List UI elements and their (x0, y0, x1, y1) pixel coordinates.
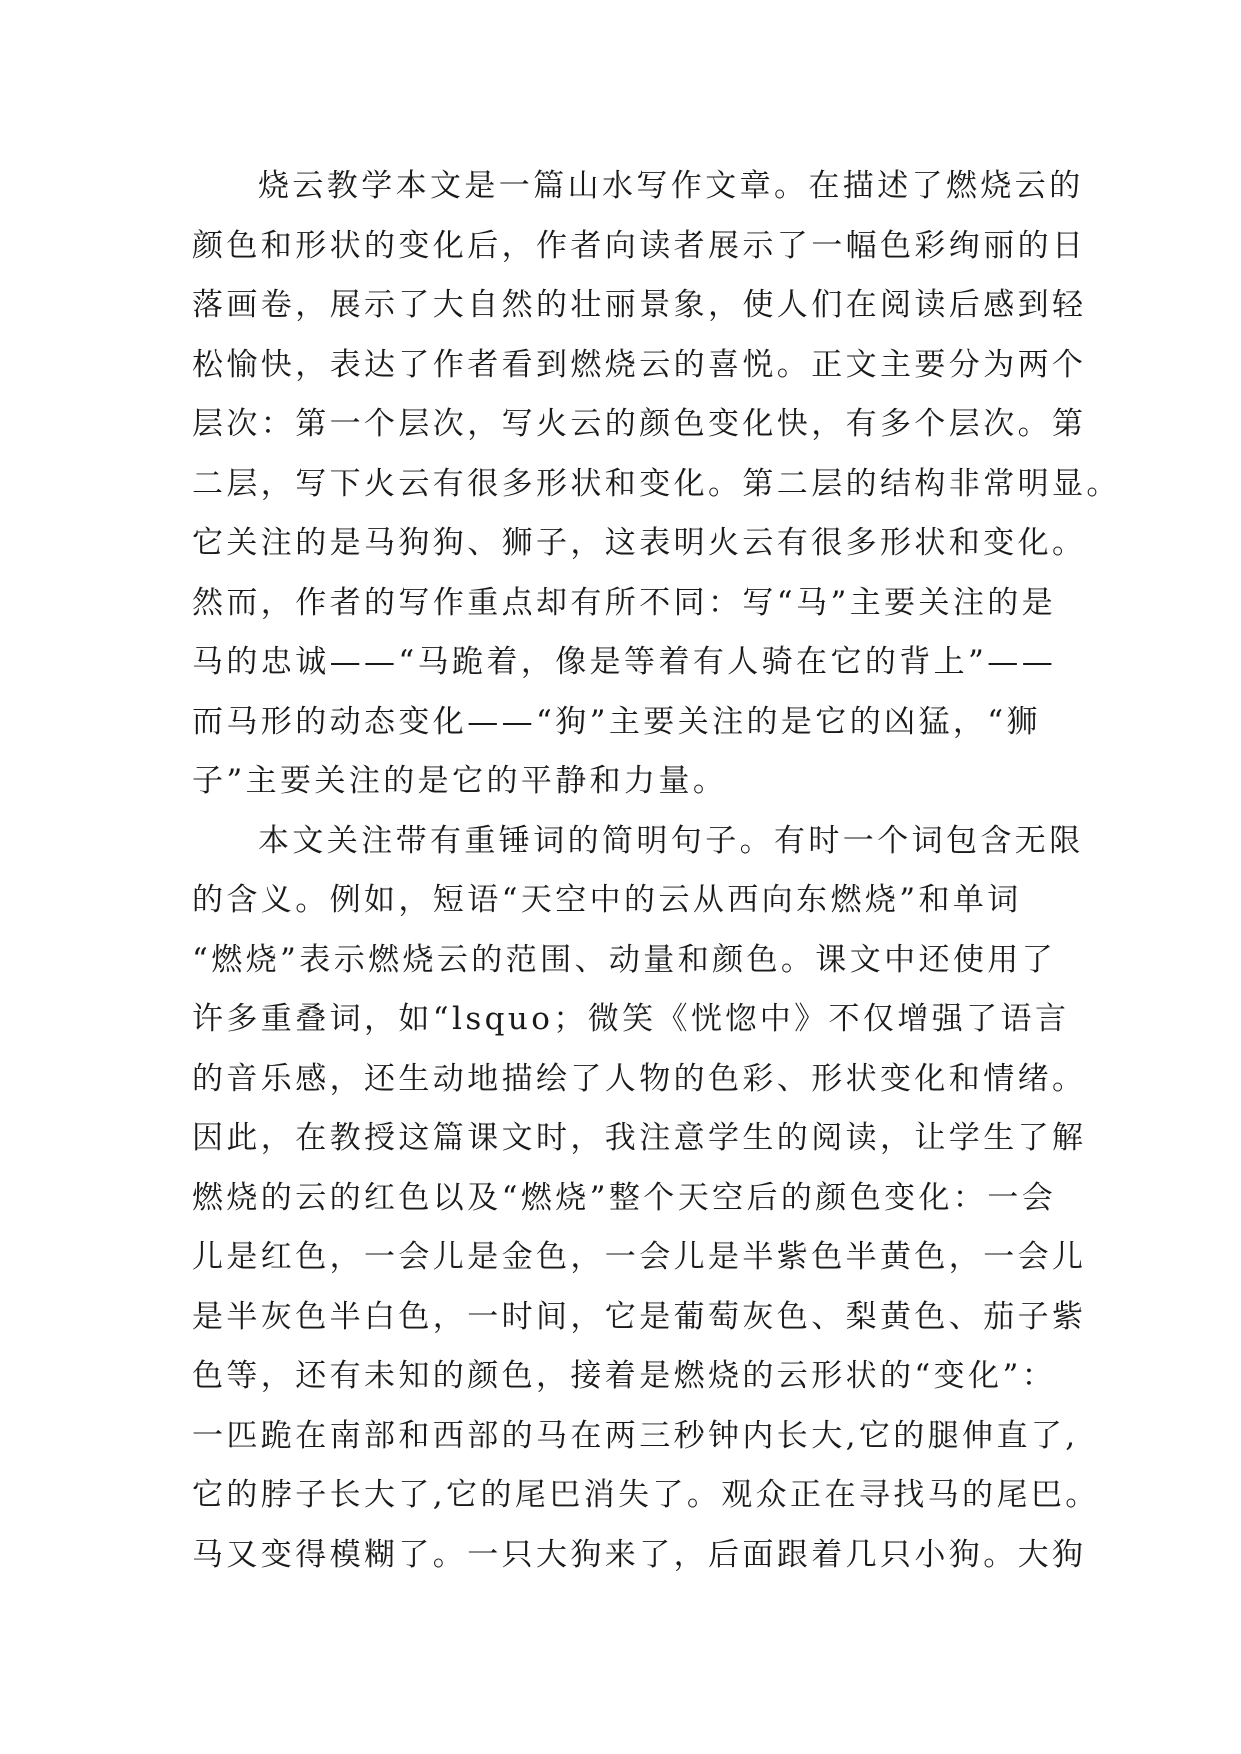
paragraph-1 (192, 157, 1121, 812)
text-line: 烧云教学本文是一篇山水写作文章。在描述了燃烧云的 (258, 168, 1084, 204)
text-line: 松愉快，表达了作者看到燃烧云的喜悦。正文主要分为两个 (192, 346, 1087, 383)
text-line: 然而，作者的写作重点却有所不同：写“马”主要关注的是 (192, 584, 1057, 621)
text-line: 而马形的动态变化——“狗”主要关注的是它的凶猛，“狮 (192, 703, 1041, 740)
text-line: 子”主要关注的是它的平静和力量。 (192, 763, 728, 799)
text-line: 落画卷，展示了大自然的壮丽景象，使人们在阅读后感到轻 (192, 287, 1087, 323)
text-line: 层次：第一个层次，写火云的颜色变化快，有多个层次。第 (192, 406, 1087, 442)
text-line: 一匹跪在南部和西部的马在两三秒钟内长大,它的腿伸直了, (192, 1417, 1079, 1454)
text-line: 许多重叠词，如“lsquo；微笑《恍惚中》不仅增强了语言 (192, 1001, 1070, 1037)
text-line: “燃烧”表示燃烧云的范围、动量和颜色。课文中还使用了 (192, 941, 1057, 978)
text-line: 它的脖子长大了,它的尾巴消失了。观众正在寻找马的尾巴。 (192, 1477, 1100, 1513)
text-line: 燃烧的云的红色以及“燃烧”整个天空后的颜色变化：一会 (192, 1179, 1057, 1216)
text-line: 的含义。例如，短语“天空中的云从西向东燃烧”和单词 (192, 882, 1022, 918)
text-line: 马又变得模糊了。一只大狗来了，后面跟着几只小狗。大狗 (192, 1536, 1087, 1573)
text-line: 因此，在教授这篇课文时，我注意学生的阅读，让学生了解 (192, 1120, 1087, 1156)
text-line: 二层，写下火云有很多形状和变化。第二层的结构非常明显。 (192, 465, 1121, 502)
text-line: 它关注的是马狗狗、狮子，这表明火云有很多形状和变化。 (192, 525, 1087, 561)
text-line: 色等，还有未知的颜色，接着是燃烧的云形状的“变化”： (192, 1358, 1057, 1394)
text-line: 马的忠诚——“马跪着，像是等着有人骑在它的背上”—— (192, 644, 1057, 680)
text-line: 本文关注带有重锤词的简明句子。有时一个词包含无限 (258, 822, 1084, 859)
paragraph-2 (192, 812, 1100, 1586)
text-line: 儿是红色，一会儿是金色，一会儿是半紫色半黄色，一会儿 (192, 1239, 1087, 1275)
text-line: 颜色和形状的变化后，作者向读者展示了一幅色彩绚丽的日 (192, 227, 1087, 264)
text-line: 是半灰色半白色，一时间，它是葡萄灰色、梨黄色、茄子紫 (192, 1298, 1087, 1335)
text-line: 的音乐感，还生动地描绘了人物的色彩、形状变化和情绪。 (192, 1060, 1087, 1097)
document-body (192, 157, 1121, 1585)
